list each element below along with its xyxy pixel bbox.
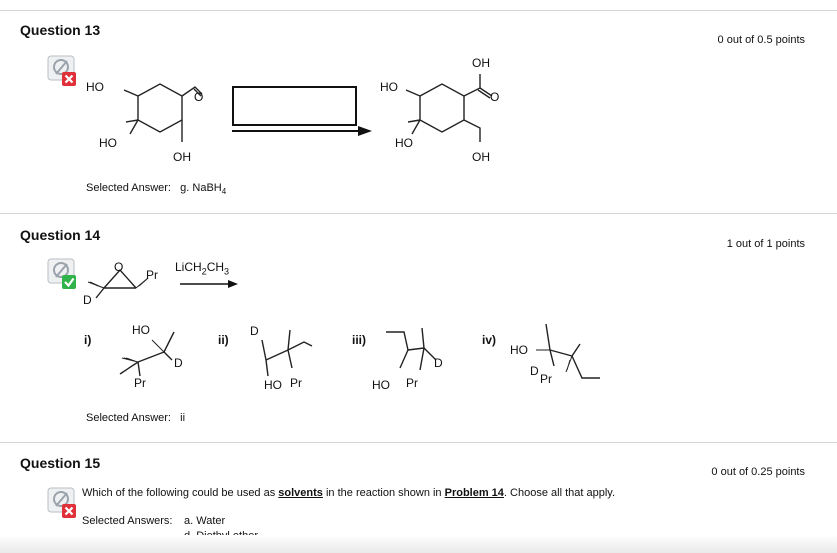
- option-ii-number: ii): [218, 333, 229, 347]
- option-iii-d: D: [434, 356, 443, 370]
- page-bottom-shadow: [0, 535, 837, 553]
- option-ii-pr: Pr: [290, 376, 302, 390]
- option-ii-ho: HO: [264, 378, 282, 392]
- incorrect-status-icon: [46, 54, 80, 88]
- q13-reactant-structure: [90, 70, 220, 165]
- correct-status-icon: [46, 257, 80, 291]
- option-i-pr: Pr: [134, 376, 146, 390]
- epoxide-d: D: [83, 293, 92, 307]
- option-i-ho: HO: [132, 323, 150, 337]
- reaction-arrow-icon: [178, 278, 240, 290]
- q13-selected-answer-label: Selected Answer: g. NaBH$_4$: [86, 182, 227, 197]
- epoxide-structure: [84, 258, 174, 308]
- question-13-points: 0 out of 0.5 points: [717, 34, 805, 46]
- separator-q13-q14: [0, 213, 837, 214]
- option-iv-d: D: [530, 364, 539, 378]
- q13-ho-bottom-left: HO: [99, 136, 117, 150]
- q13-ho-right: HO: [380, 80, 398, 94]
- option-i-number: i): [84, 333, 92, 347]
- q15-selected-answers-label: Selected Answers:: [82, 515, 173, 527]
- q13-oh-bottom-right: OH: [472, 150, 490, 164]
- incorrect-status-icon: [46, 486, 80, 520]
- reaction-arrow-icon: [230, 124, 375, 138]
- q14-selected-answer-label: Selected Answer: ii: [86, 412, 186, 424]
- question-14-title: Question 14: [20, 227, 101, 243]
- question-15-points: 0 out of 0.25 points: [711, 466, 805, 478]
- option-iii-number: iii): [352, 333, 366, 347]
- option-iii-ho: HO: [372, 378, 390, 392]
- separator-q14-q15: [0, 442, 837, 443]
- question-14-points: 1 out of 1 points: [726, 238, 805, 250]
- separator-top: [0, 10, 837, 11]
- option-ii-d: D: [250, 324, 259, 338]
- solvents-link[interactable]: solvents: [278, 487, 323, 499]
- option-i-d: D: [174, 356, 183, 370]
- reagent-answer-box[interactable]: [232, 86, 357, 126]
- option-iv-number: iv): [482, 333, 497, 347]
- option-iii-pr: Pr: [406, 376, 418, 390]
- q15-selected-answer-a: a. Water: [184, 515, 226, 527]
- epoxide-o: O: [114, 260, 124, 274]
- reagent-label: $LiCH_2CH_3$: [175, 260, 230, 277]
- question-15-text: Which of the following could be used as solvents in the reaction shown in Problem 14. Choose all that apply.: [82, 487, 616, 499]
- q13-selected-answer-value: g. NaBH$_4$: [180, 182, 227, 197]
- q13-ho-bottom-right: HO: [395, 136, 413, 150]
- q13-o-left: O: [194, 90, 204, 104]
- q14-selected-answer-value: ii: [180, 412, 186, 424]
- option-iii-structure: [380, 320, 460, 390]
- question-13-title: Question 13: [20, 22, 101, 38]
- q13-ho-left: HO: [86, 80, 104, 94]
- problem-14-link[interactable]: Problem 14: [444, 487, 504, 499]
- option-iv-ho: HO: [510, 343, 528, 357]
- question-15-title: Question 15: [20, 455, 101, 471]
- q13-oh-bottom-left: OH: [173, 150, 191, 164]
- option-iv-pr: Pr: [540, 372, 552, 386]
- q13-o-right: O: [490, 90, 500, 104]
- q13-oh-top-right: OH: [472, 56, 490, 70]
- epoxide-pr: Pr: [146, 268, 158, 282]
